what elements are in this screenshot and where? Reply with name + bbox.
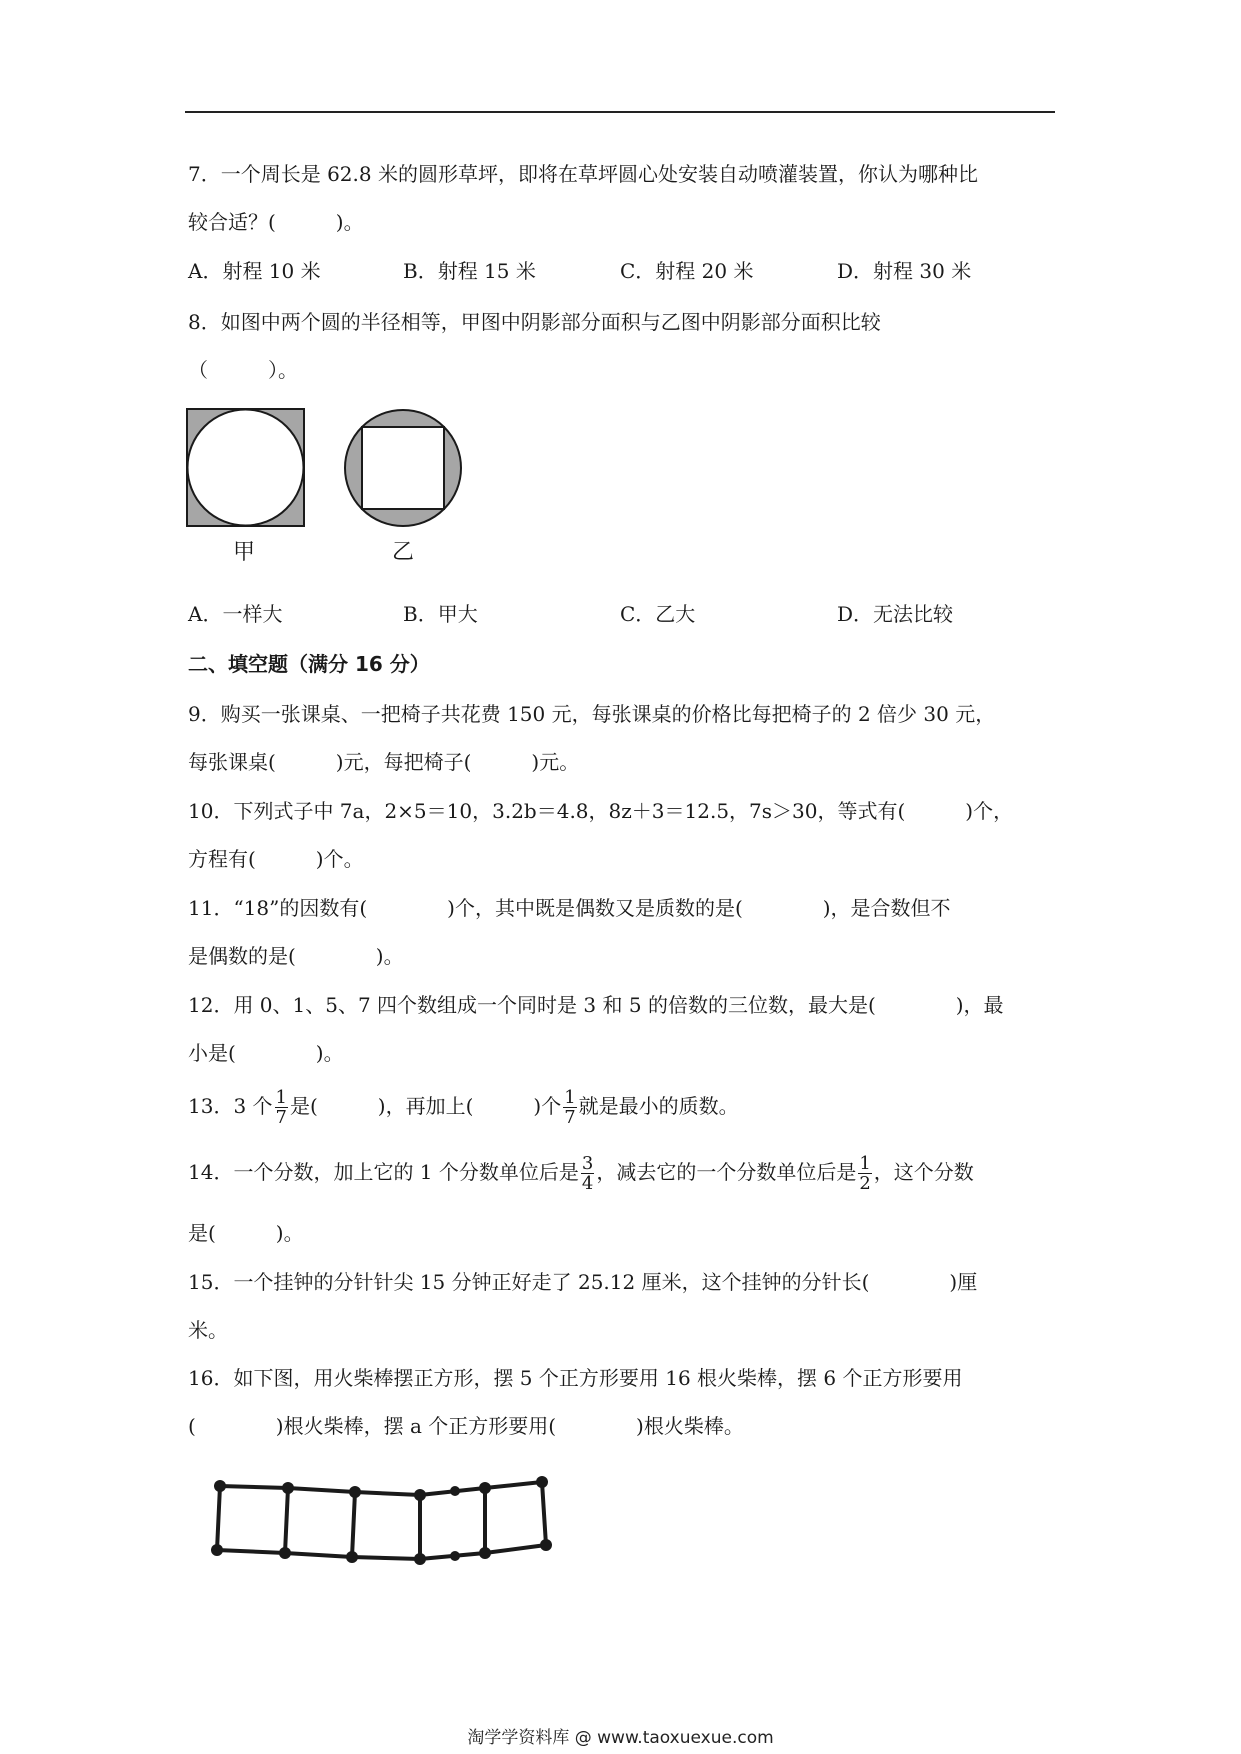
q7-option-a: A．射程 10 米 <box>188 259 321 283</box>
q8-option-c: C．乙大 <box>620 602 696 626</box>
q9-line2: 每张课桌( )元，每把椅子( )元。 <box>188 750 580 774</box>
fraction-numerator: 1 <box>275 1087 287 1108</box>
q10-line1: 10．下列式子中 7a，2×5＝10，3.2b＝4.8，8z＋3＝12.5，7s＞30，等式有( )个， <box>188 799 1014 823</box>
q13-line <box>188 1083 739 1129</box>
q11-line1: 11．“18”的因数有( )个，其中既是偶数又是质数的是( )，是合数但不 <box>188 896 951 920</box>
figure-jia <box>186 408 306 528</box>
q16-line1: 16．如下图，用火柴棒摆正方形，摆 5 个正方形要用 16 根火柴棒，摆 6 个正方形要用 <box>188 1366 963 1390</box>
fraction-denominator: 7 <box>564 1107 576 1128</box>
q9-line1: 9．购买一张课桌、一把椅子共花费 150 元，每张课桌的价格比每把椅子的 2 倍少 30 元， <box>188 702 996 726</box>
q13-text-2: 是( )，再加上( )个 <box>289 1094 562 1118</box>
figure-label-jia: 甲 <box>233 540 256 565</box>
q12-line2: 小是( )。 <box>188 1041 344 1065</box>
fraction-numerator: 3 <box>581 1153 594 1174</box>
q13-fraction-1 <box>275 1088 288 1127</box>
q13-fraction-2 <box>563 1088 576 1127</box>
q16-line2: ( )根火柴棒，摆 a 个正方形要用( )根火柴棒。 <box>188 1414 744 1438</box>
q15-line2: 米。 <box>188 1318 228 1342</box>
q14-text-3: ，这个分数 <box>873 1160 974 1184</box>
figure-yi <box>342 408 464 530</box>
q14-line1 <box>188 1149 974 1195</box>
q14-fraction-1 <box>581 1154 594 1193</box>
q13-text-1: 13．3 个 <box>188 1094 273 1118</box>
q7-line2: 较合适？( )。 <box>188 210 364 234</box>
q8-option-a: A．一样大 <box>188 602 283 626</box>
fraction-denominator: 4 <box>581 1173 594 1194</box>
q11-line2: 是偶数的是( )。 <box>188 944 404 968</box>
matchstick-figure <box>200 1470 560 1570</box>
q7-option-b: B．射程 15 米 <box>403 259 536 283</box>
q13-text-3: 就是最小的质数。 <box>578 1094 739 1118</box>
q14-text-1: 14．一个分数，加上它的 1 个分数单位后是 <box>188 1160 579 1184</box>
footer-watermark: 淘学学资料库 @ www.taoxuexue.com <box>467 1728 774 1748</box>
fraction-denominator: 7 <box>275 1107 287 1128</box>
q8-option-d: D．无法比较 <box>837 602 954 626</box>
q14-fraction-2 <box>858 1154 871 1193</box>
q7-line1: 7．一个周长是 62.8 米的圆形草坪，即将在草坪圆心处安装自动喷灌装置，你认为哪种比 <box>188 162 978 186</box>
q12-line1: 12．用 0、1、5、7 四个数组成一个同时是 3 和 5 的倍数的三位数，最大是( )，最 <box>188 993 1004 1017</box>
fraction-numerator: 1 <box>564 1087 576 1108</box>
q7-option-d: D．射程 30 米 <box>837 259 972 283</box>
q14-line2: 是( )。 <box>188 1221 304 1245</box>
q8-line1: 8．如图中两个圆的半径相等，甲图中阴影部分面积与乙图中阴影部分面积比较 <box>188 310 881 334</box>
top-rule <box>185 111 1055 113</box>
q7-option-c: C．射程 20 米 <box>620 259 754 283</box>
section-title: 二、填空题（满分 16 分） <box>188 652 430 676</box>
q14-text-2: ，减去它的一个分数单位后是 <box>596 1160 857 1184</box>
q8-option-b: B．甲大 <box>403 602 478 626</box>
q10-line2: 方程有( )个。 <box>188 847 364 871</box>
fraction-denominator: 2 <box>859 1173 871 1194</box>
figure-label-yi: 乙 <box>392 540 415 565</box>
q8-line2: （ ）。 <box>188 358 298 382</box>
fraction-numerator: 1 <box>859 1153 871 1174</box>
q15-line1: 15．一个挂钟的分针针尖 15 分钟正好走了 25.12 厘米，这个挂钟的分针长( )厘 <box>188 1270 978 1294</box>
